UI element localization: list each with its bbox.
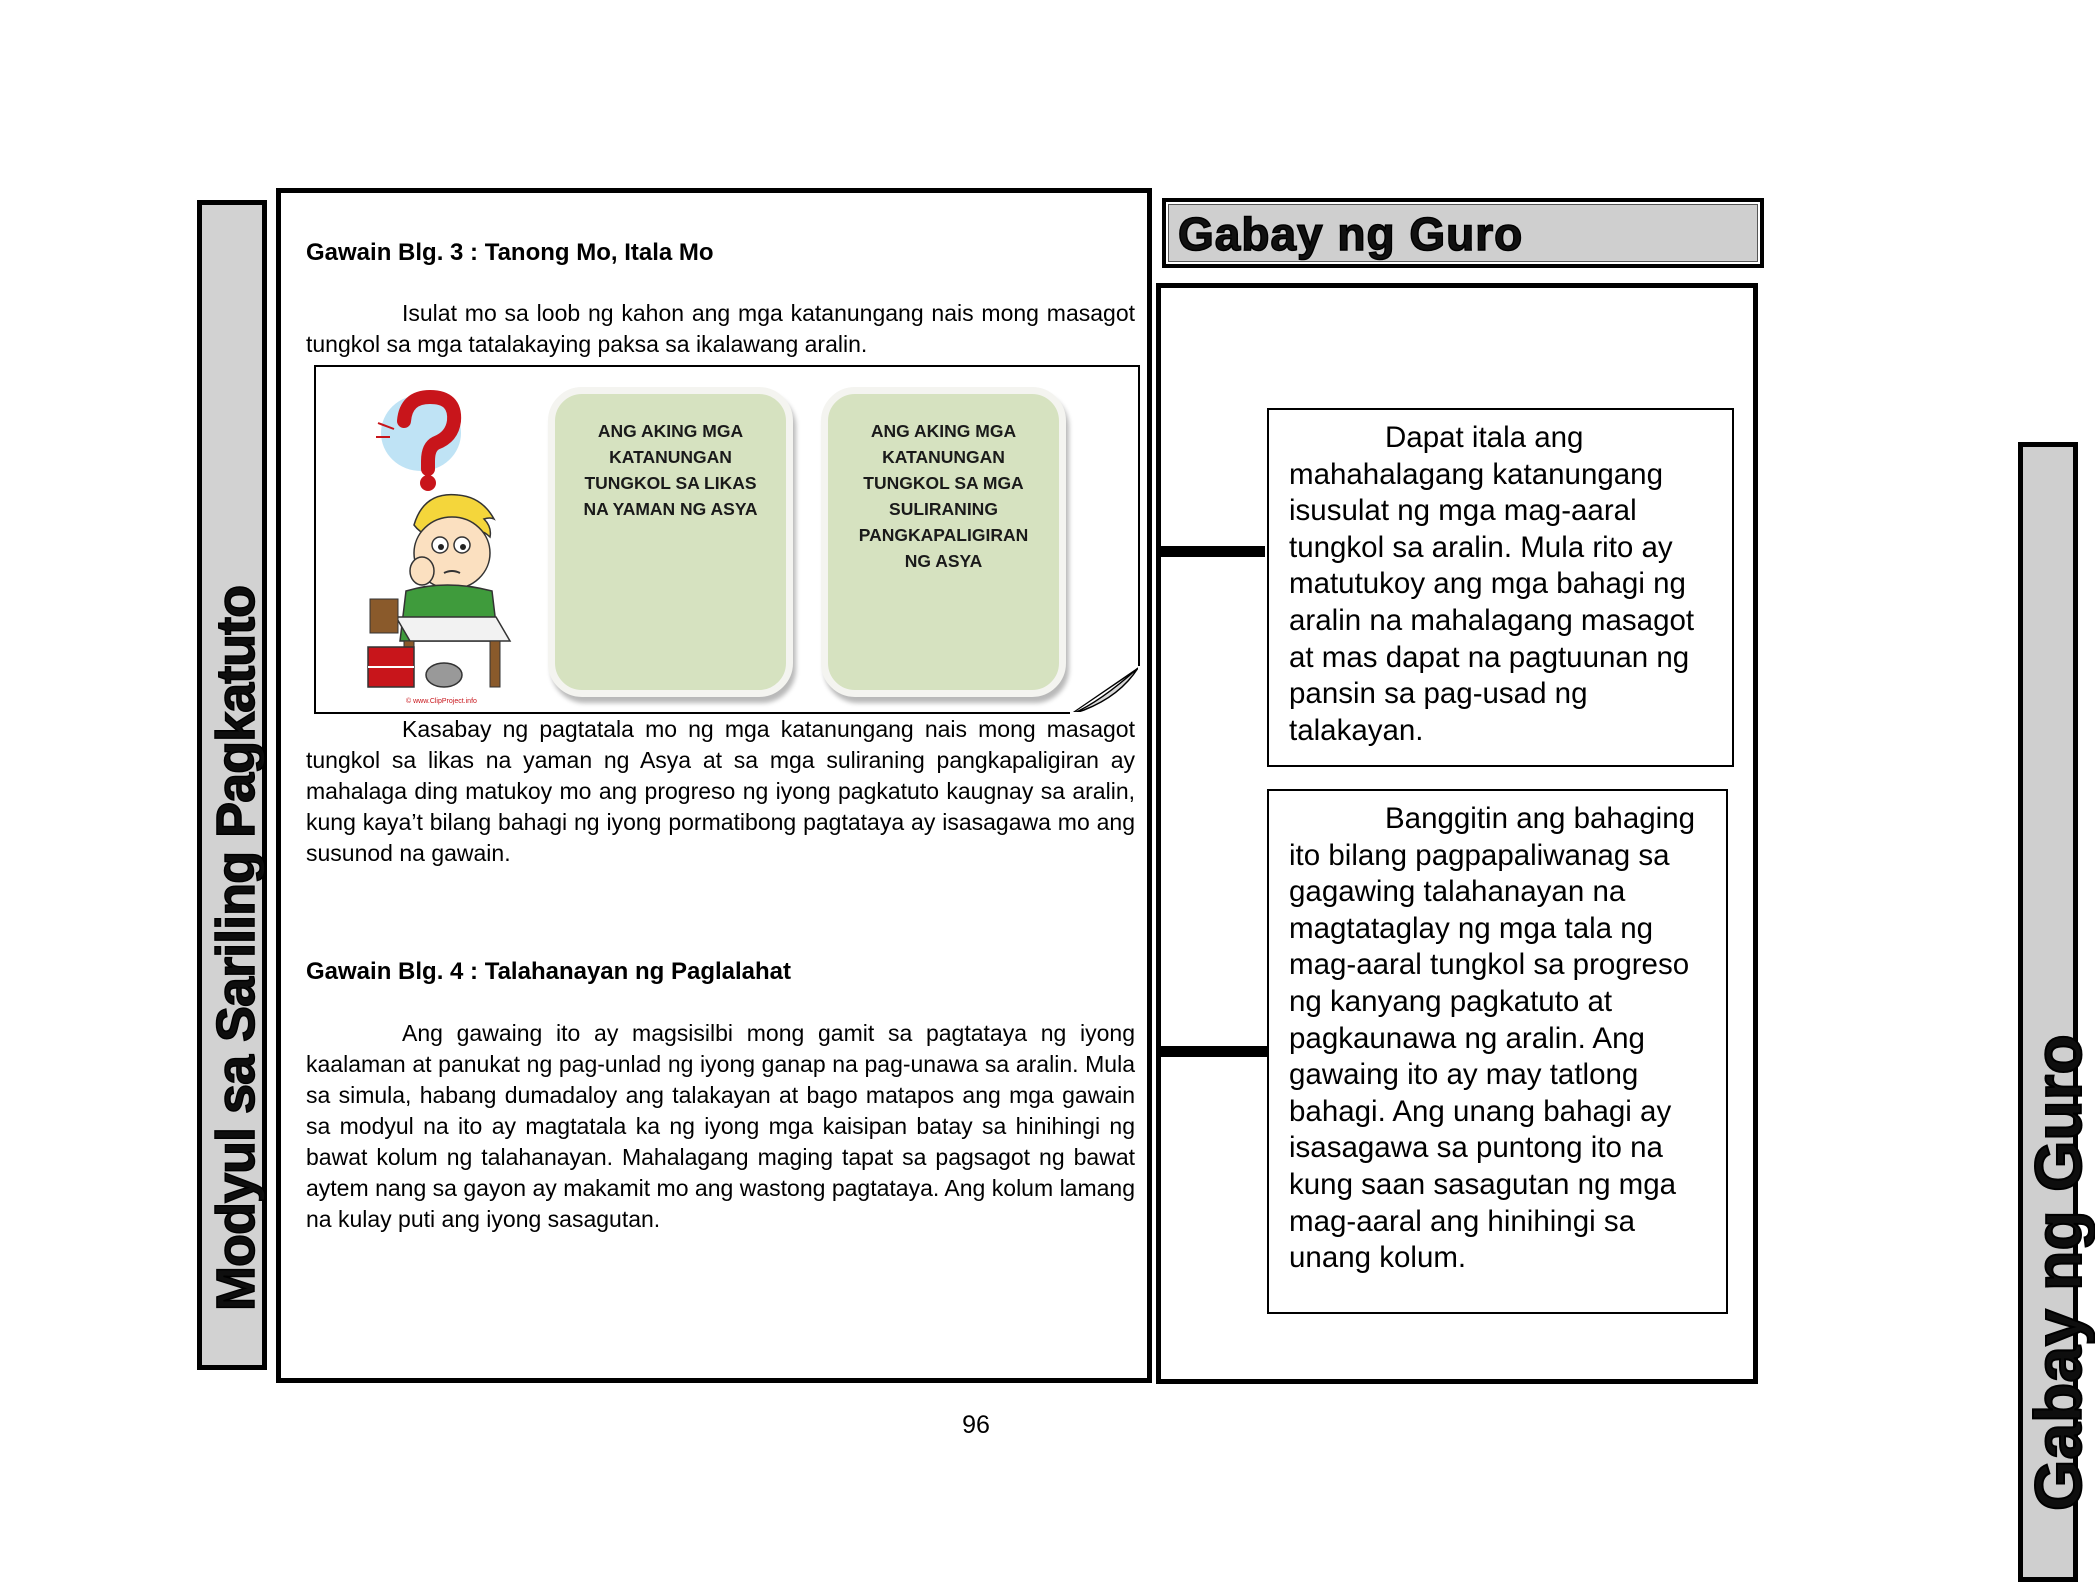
activity3-follow-up-text: Kasabay ng pagtatala mo ng mga katanungang nais mong masagot tungkol sa likas na yaman ng Asya at sa mga suliraning pangkapaligiran ay mahalaga ding matukoy mo ang progreso ng iyong pagkatuto kaugnay sa aralin, kung kaya’t bilang bahagi ng iyong pormatibong pagtataya ay isasagawa mo ang susunod na gawain. [306,716,1135,866]
student-module-panel [276,188,1152,1383]
question-card-natural-resources [548,387,793,697]
guide-spine-title: Gabay ng Guro [2021,1034,2095,1511]
module-spine-title: Modyul sa Sariling Pagkatuto [206,585,266,1311]
activity3-follow-up [306,714,1135,869]
clipart-credit: © www.ClipProject.info [406,698,477,705]
page-number: 96 [962,1411,990,1439]
question-card-environmental-issues [821,387,1066,697]
question-card-environmental-issues-label: ANG AKING MGA KATANUNGAN TUNGKOL SA MGA SULIRANING PANGKAPALIGIRAN NG ASYA [858,421,1029,571]
guide-note-questions [1267,408,1734,767]
page-fold-corner [1070,666,1140,714]
question-card-natural-resources-label: ANG AKING MGA KATANUNGAN TUNGKOL SA LIKAS NA YAMAN NG ASYA [583,421,758,519]
guide-spine [2018,442,2095,1582]
teacher-guide-panel [1156,283,1758,1384]
activity4-body-text: Ang gawaing ito ay magsisilbi mong gamit sa pagtataya ng iyong kaalaman at panukat ng pag-unlad ng iyong ganap na pag-unawa sa aralin. Mula sa simula, habang dumadaloy ang talakayan at bago matapos ang mga gawain sa modyul na ito ay magtatala ka ng iyong mga kaisipan batay sa hinihingi ng bawat kolum ng talahanayan. Mahalagang maging tapat sa pagsagot ng bawat aytem nang sa gayon ay makamit mo ang wastong pagtataya. Ang kolum lamang na kulay puti ang iyong sasagutan. [306,1020,1135,1232]
module-spine [197,200,267,1370]
connector-line-1 [1161,546,1265,557]
guide-note-summary-table-text: Banggitin ang bahaging ito bilang pagpapaliwanag sa gagawing talahanayan na magtataglay ng mga tala ng mag-aaral tungkol sa progreso ng kanyang pagkatuto at pagkaunawa ng aralin. Ang gawaing ito ay may tatlong bahagi. Ang unang bahagi ay isasagawa sa puntong ito na kung saan sasagutan ng mga mag-aaral ang hinihingi sa unang kolum. [1289,802,1696,1275]
guide-header-title: Gabay ng Guro [1178,208,1524,260]
activity4-title: Gawain Blg. 4 : Talahanayan ng Paglalahat [306,958,792,985]
connector-line-2 [1161,1046,1268,1057]
question-activity-box [314,365,1140,714]
guide-header [1162,198,1764,268]
thinking-student-icon [366,385,516,705]
activity4-body [306,1018,1135,1235]
guide-note-questions-text: Dapat itala ang mahahalagang katanungang isusulat ng mga mag-aaral tungkol sa aralin. Mula rito ay matutukoy ang mga bahagi ng aralin na mahalagang masagot at mas dapat na pagtuunan ng pansin sa pag-usad ng talakayan. [1289,421,1695,747]
activity3-title: Gawain Blg. 3 : Tanong Mo, Itala Mo [306,239,714,266]
guide-note-summary-table [1267,789,1728,1314]
activity3-instruction [306,298,1135,360]
activity3-instruction-text: Isulat mo sa loob ng kahon ang mga katanungang nais mong masagot tungkol sa mga tatalakaying paksa sa ikalawang aralin. [306,300,1135,357]
